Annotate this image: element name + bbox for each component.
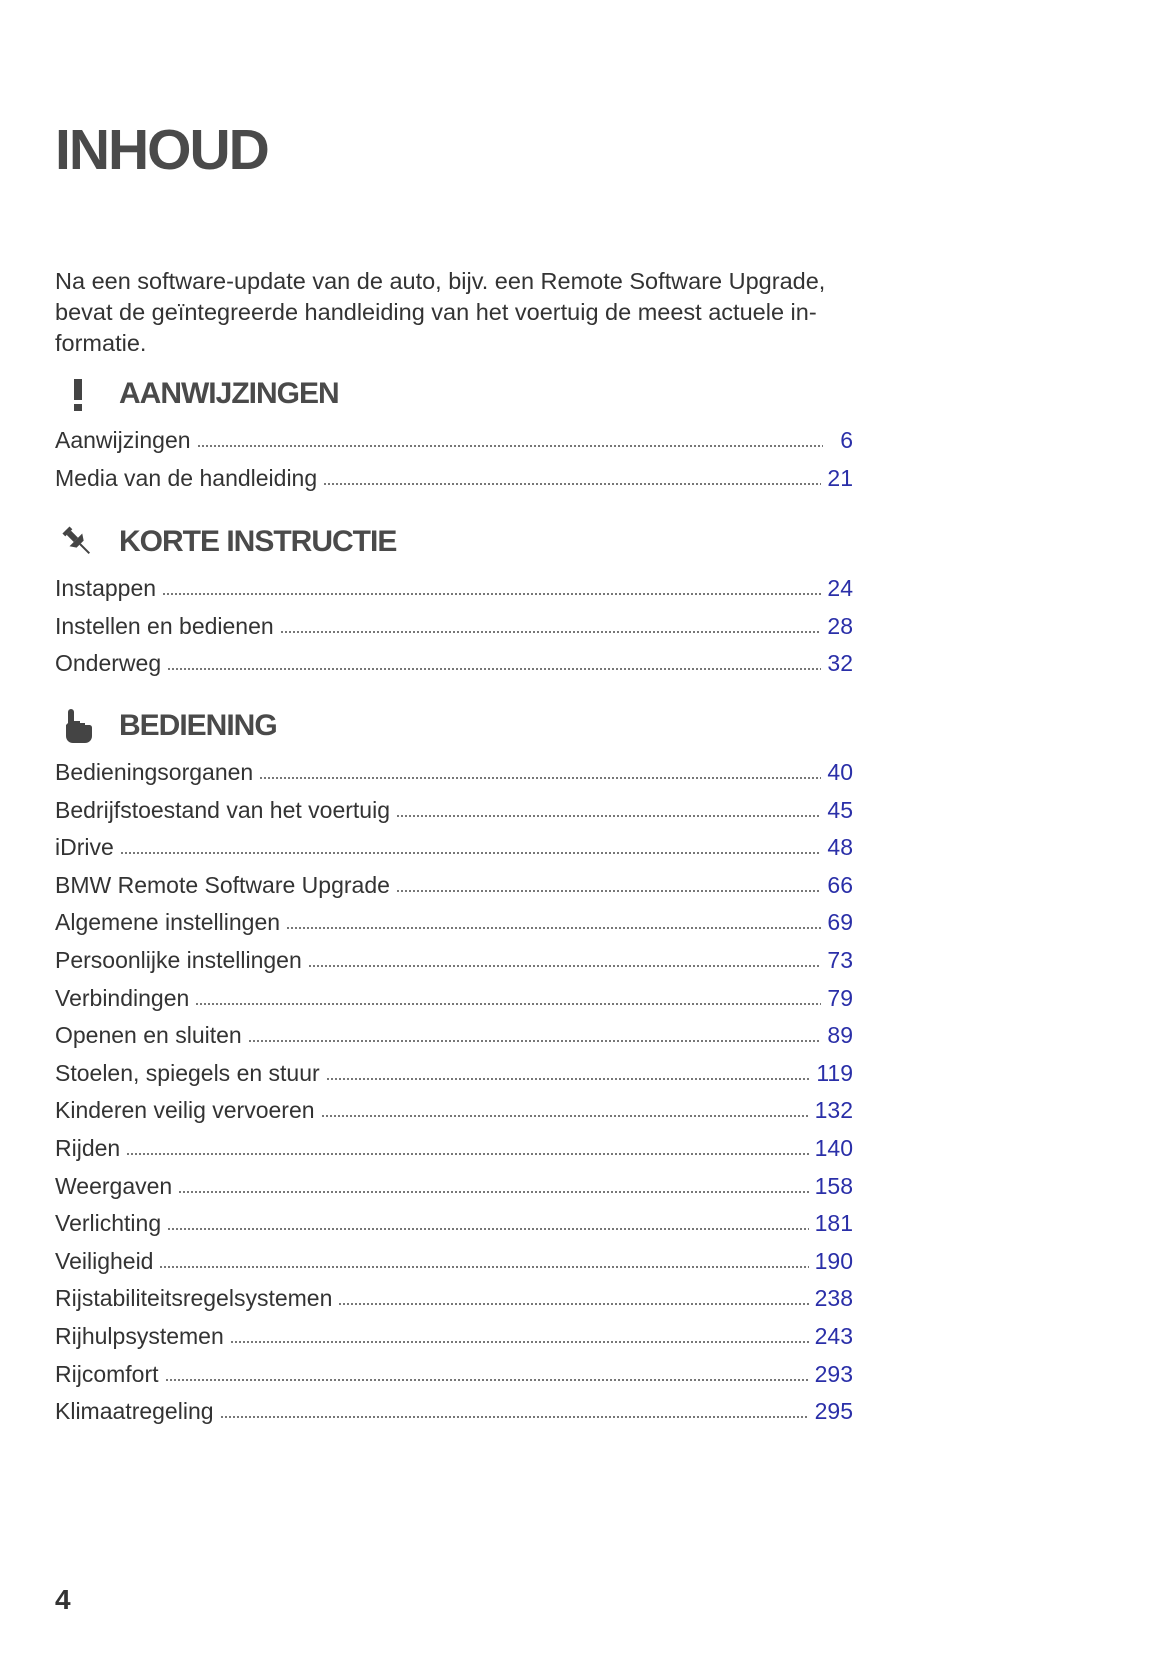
dot-leader xyxy=(165,1378,809,1382)
toc-entry[interactable] xyxy=(55,792,853,830)
toc-entry[interactable] xyxy=(55,980,853,1018)
toc-entry-label: Media van de handleiding xyxy=(55,464,318,491)
section-title: BEDIENING xyxy=(119,709,277,742)
dot-leader xyxy=(120,851,822,855)
toc-entry[interactable] xyxy=(55,942,853,980)
section-title: KORTE INSTRUCTIE xyxy=(119,525,397,558)
toc-entry[interactable] xyxy=(55,1092,853,1130)
toc-entry-page-link[interactable]: 40 xyxy=(827,759,853,785)
toc-entry[interactable] xyxy=(55,422,853,460)
toc-entry-page-link[interactable]: 45 xyxy=(827,796,853,823)
toc-entry-label: Persoonlijke instellingen xyxy=(55,946,302,973)
section-title: AANWIJZINGEN xyxy=(119,377,339,410)
dot-leader xyxy=(308,964,822,968)
toc-entry-page-link[interactable]: 132 xyxy=(814,1097,853,1124)
section-heading xyxy=(55,522,853,562)
toc-entry-label: Bedieningsorganen xyxy=(55,759,254,785)
toc-entry-label: Algemene instellingen xyxy=(55,909,281,936)
toc-entry[interactable] xyxy=(55,1356,853,1394)
toc-entry[interactable] xyxy=(55,570,853,608)
dot-leader xyxy=(323,482,821,486)
toc-entry-page-link[interactable]: 238 xyxy=(814,1285,853,1312)
toc-entry-page-link[interactable]: 190 xyxy=(814,1247,853,1274)
toc-entry-label: Instappen xyxy=(55,575,157,601)
dot-leader xyxy=(396,889,822,893)
toc-entry-label: Rijden xyxy=(55,1134,121,1161)
pushpin-icon xyxy=(55,522,101,562)
section-korte-instructie xyxy=(55,522,853,683)
toc-entry-label: Rijstabiliteitsregelsystemen xyxy=(55,1285,333,1312)
dot-leader xyxy=(195,1002,821,1006)
toc-entry-label: Veiligheid xyxy=(55,1247,154,1274)
toc-entry-page-link[interactable]: 295 xyxy=(814,1398,853,1425)
toc-entry-page-link[interactable]: 293 xyxy=(814,1360,853,1387)
toc-list xyxy=(55,754,853,1431)
toc-entry[interactable] xyxy=(55,867,853,905)
toc-entry-label: Stoelen, spiegels en stuur xyxy=(55,1059,320,1086)
toc-entry[interactable] xyxy=(55,608,853,646)
toc-entry-page-link[interactable]: 181 xyxy=(814,1210,853,1237)
toc-entry[interactable] xyxy=(55,1393,853,1431)
dot-leader xyxy=(162,592,821,596)
page-number: 4 xyxy=(55,1584,71,1615)
toc-list xyxy=(55,422,853,497)
dot-leader xyxy=(126,1152,808,1156)
toc-entry-label: Verlichting xyxy=(55,1210,162,1237)
toc-entry-page-link[interactable]: 32 xyxy=(827,650,853,677)
dot-leader xyxy=(280,630,822,634)
toc-entry-label: Onderweg xyxy=(55,650,162,677)
dot-leader xyxy=(396,814,821,818)
toc-entry[interactable] xyxy=(55,1280,853,1318)
section-heading xyxy=(55,706,853,746)
toc-entry[interactable] xyxy=(55,829,853,867)
toc-entry[interactable] xyxy=(55,460,853,498)
toc-entry-page-link[interactable]: 69 xyxy=(827,909,853,936)
toc-entry[interactable] xyxy=(55,1130,853,1168)
toc-entry-page-link[interactable]: 21 xyxy=(827,464,853,491)
toc-entry-label: Openen en sluiten xyxy=(55,1022,242,1049)
dot-leader xyxy=(321,1114,809,1118)
toc-entry-page-link[interactable]: 6 xyxy=(840,427,853,453)
dot-leader xyxy=(167,1227,809,1231)
toc-entry-label: Bedrijfstoestand van het voertuig xyxy=(55,796,390,823)
pointing-hand-icon xyxy=(55,706,101,746)
dot-leader xyxy=(167,667,821,671)
dot-leader xyxy=(248,1039,822,1043)
section-aanwijzingen xyxy=(55,374,853,497)
toc-entry[interactable] xyxy=(55,645,853,683)
toc-entry[interactable] xyxy=(55,1243,853,1281)
toc-entry-label: Kinderen veilig vervoeren xyxy=(55,1097,315,1124)
toc-entry-page-link[interactable]: 73 xyxy=(827,946,853,973)
toc-entry-page-link[interactable]: 158 xyxy=(814,1172,853,1199)
toc-list xyxy=(55,570,853,683)
toc-entry[interactable] xyxy=(55,1017,853,1055)
toc-entry-page-link[interactable]: 48 xyxy=(827,834,853,861)
toc-entry-label: iDrive xyxy=(55,834,114,861)
dot-leader xyxy=(220,1415,809,1419)
dot-leader xyxy=(178,1190,808,1194)
toc-entry-page-link[interactable]: 66 xyxy=(827,871,853,898)
toc-entry-label: Weergaven xyxy=(55,1172,173,1199)
dot-leader xyxy=(338,1302,808,1306)
dot-leader xyxy=(230,1340,809,1344)
toc-entry-label: Instellen en bedienen xyxy=(55,612,274,639)
dot-leader xyxy=(197,444,823,448)
toc-entry[interactable] xyxy=(55,904,853,942)
toc-entry-page-link[interactable]: 79 xyxy=(827,984,853,1011)
toc-entry[interactable] xyxy=(55,1055,853,1093)
toc-entry[interactable] xyxy=(55,1168,853,1206)
toc-entry-page-link[interactable]: 140 xyxy=(814,1134,853,1161)
toc-entry[interactable] xyxy=(55,1205,853,1243)
toc-entry-page-link[interactable]: 89 xyxy=(827,1022,853,1049)
toc-entry-label: Klimaatregeling xyxy=(55,1398,214,1425)
toc-entry-page-link[interactable]: 243 xyxy=(814,1322,853,1349)
dot-leader xyxy=(259,776,821,780)
section-heading xyxy=(55,374,853,414)
toc-entry-page-link[interactable]: 119 xyxy=(816,1059,853,1086)
toc-entry-page-link[interactable]: 24 xyxy=(827,575,853,601)
dot-leader xyxy=(286,926,821,930)
toc-entry[interactable] xyxy=(55,1318,853,1356)
toc-entry-label: Verbindingen xyxy=(55,984,190,1011)
page-title: INHOUD xyxy=(55,118,268,182)
toc-entry-page-link[interactable]: 28 xyxy=(827,612,853,639)
toc-entry-label: Rijcomfort xyxy=(55,1360,159,1387)
dot-leader xyxy=(159,1265,808,1269)
exclamation-icon xyxy=(55,374,101,414)
section-bediening xyxy=(55,706,853,1431)
toc-entry[interactable] xyxy=(55,754,853,792)
toc-entry-label: Aanwijzingen xyxy=(55,427,191,453)
toc-entry-label: Rijhulpsystemen xyxy=(55,1322,224,1349)
toc-entry-label: BMW Remote Software Upgrade xyxy=(55,871,390,898)
dot-leader xyxy=(326,1077,811,1081)
intro-text: Na een software-update van de auto, bijv. een Remote Software Upgrade, bevat de geïntegreerde handleiding van het voertuig de meest actuele in-formatie. xyxy=(55,268,826,356)
